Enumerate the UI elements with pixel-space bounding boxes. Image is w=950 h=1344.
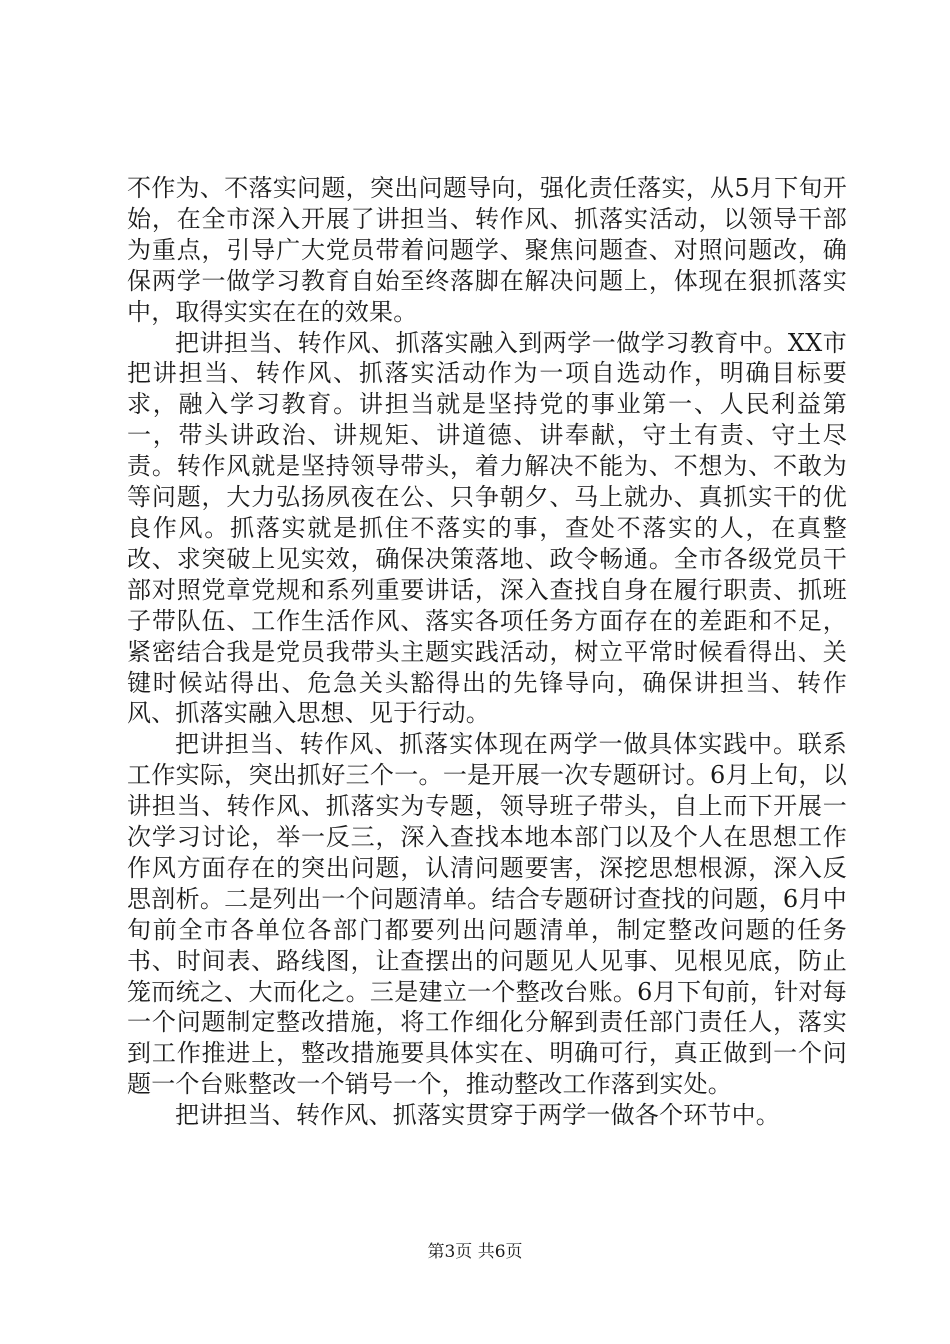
paragraph-2: 把讲担当、转作风、抓落实融入到两学一做学习教育中。XX市把讲担当、转作风、抓落实活动作为一项自选动作，明确目标要求，融入学习教育。讲担当就是坚持党的事业第一、人民利益第一，带头讲政治、讲规矩、讲道德、讲奉献，守土有责、守土尽责。转作风就是坚持领导带头，着力解决不能为、不想为、不敢为等问题，大力弘扬夙夜在公、只争朝夕、马上就办、真抓实干的优良作风。抓落实就是抓住不落实的事，查处不落实的人，在真整改、求突破上见实效，确保决策落地、政令畅通。全市各级党员干部对照党章党规和系列重要讲话，深入查找自身在履行职责、抓班子带队伍、工作生活作风、落实各项任务方面存在的差距和不足，紧密结合我是党员我带头主题实践活动，树立平常时候看得出、关键时候站得出、危急关头豁得出的先锋导向，确保讲担当、转作风、抓落实融入思想、见于行动。 [127, 328, 847, 728]
paragraph-4: 把讲担当、转作风、抓落实贯穿于两学一做各个环节中。 [175, 1101, 780, 1130]
paragraph-3: 把讲担当、转作风、抓落实体现在两学一做具体实践中。联系工作实际，突出抓好三个一。一是开展一次专题研讨。6月上旬，以讲担当、转作风、抓落实为专题，领导班子带头，自上而下开展一次学习讨论，举一反三，深入查找本地本部门以及个人在思想工作作风方面存在的突出问题，认清问题要害，深挖思想根源，深入反思剖析。二是列出一个问题清单。结合专题研讨查找的问题，6月中旬前全市各单位各部门都要列出问题清单，制定整改问题的任务书、时间表、路线图，让查摆出的问题见人见事、见根见底，防止笼而统之、大而化之。三是建立一个整改台账。6月下旬前，针对每一个问题制定整改措施，将工作细化分解到责任部门责任人，落实到工作推进上，整改措施要具体实在、明确可行，真正做到一个问题一个台账整改一个销号一个，推动整改工作落到实处。 [127, 730, 847, 1099]
document-body [127, 173, 847, 1131]
paragraph-1: 不作为、不落实问题，突出问题导向，强化责任落实，从5月下旬开始，在全市深入开展了讲担当、转作风、抓落实活动，以领导干部为重点，引导广大党员带着问题学、聚焦问题查、对照问题改，确保两学一做学习教育自始至终落脚在解决问题上，体现在狠抓落实中，取得实实在在的效果。 [127, 174, 847, 326]
page-number-footer: 第3页 共6页 [427, 1242, 523, 1262]
